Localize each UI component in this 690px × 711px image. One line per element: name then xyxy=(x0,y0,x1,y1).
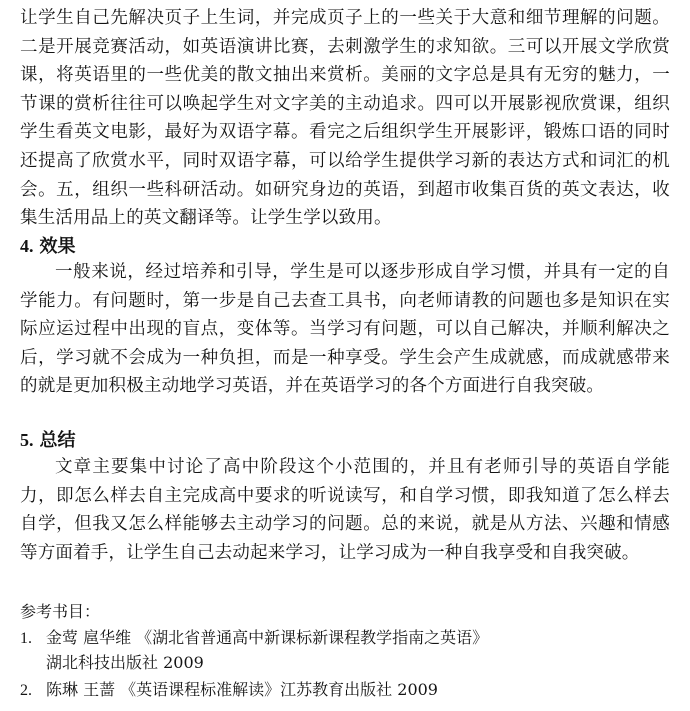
reference-2-number: 2. xyxy=(20,682,32,699)
reference-1-number: 1. xyxy=(20,630,32,647)
reference-item-2 xyxy=(20,678,670,703)
reference-item-1 xyxy=(20,626,670,675)
section-5-title: 总结 xyxy=(39,430,76,451)
section-4-paragraph: 一般来说，经过培养和引导，学生是可以逐步形成自学习惯，并具有一定的自学能力。有问题时，第一步是自己去查工具书，向老师请教的问题也多是知识在实际应运过程中出现的盲点，变体等。当学习有问题，可以自己解决，并顺利解决之后，学习就不会成为一种负担，而是一种享受。学生会产生成就感，而成就感带来的就是更加积极主动地学习英语，并在英语学习的各个方面进行自我突破。 xyxy=(20,262,670,397)
reference-2-line1: 陈琳 王蔷 《英语课程标准解读》江苏教育出版社 2009 xyxy=(46,680,438,699)
references-title: 参考书目： xyxy=(20,602,101,621)
body-paragraph-intro: 让学生自己先解决页子上生词，并完成页子上的一些关于大意和细节理解的问题。二是开展竞赛活动，如英语演讲比赛，去刺激学生的求知欲。三可以开展文学欣赏课，将英语里的一些优美的散文抽出来赏析。美丽的文字总是具有无穷的魅力，一节课的赏析往往可以唤起学生对文字美的主动追求。四可以开展影视欣赏课，组织学生看英文电影，最好为双语字幕。看完之后组织学生开展影评，锻炼口语的同时还提高了欣赏水平，同时双语字幕，可以给学生提供学习新的表达方式和词汇的机会。五，组织一些科研活动。如研究身边的英语，到超市收集百货的英文表达，收集生活用品上的英文翻译等。让学生学以致用。 xyxy=(20,8,670,229)
section-4-number: 4. xyxy=(20,236,34,256)
section-5-number: 5. xyxy=(20,430,34,450)
section-5-paragraph: 文章主要集中讨论了高中阶段这个小范围的，并且有老师引导的英语自学能力，即怎么样去自主完成高中要求的听说读写，和自学习惯，即我知道了怎么样去自学，但我又怎么样能够去主动学习的问题。总的来说，就是从方法、兴趣和情感等方面着手，让学生自己去动起来学习，让学习成为一种自我享受和自我突破。 xyxy=(20,457,670,563)
section-4-title: 效果 xyxy=(39,236,76,257)
reference-1-line1: 金莺 扈华维 《湖北省普通高中新课标新课程教学指南之英语》 xyxy=(46,628,489,647)
reference-1-line2: 湖北科技出版社 2009 xyxy=(46,653,204,672)
section-4-heading xyxy=(20,232,76,261)
section-5-heading xyxy=(20,426,76,455)
